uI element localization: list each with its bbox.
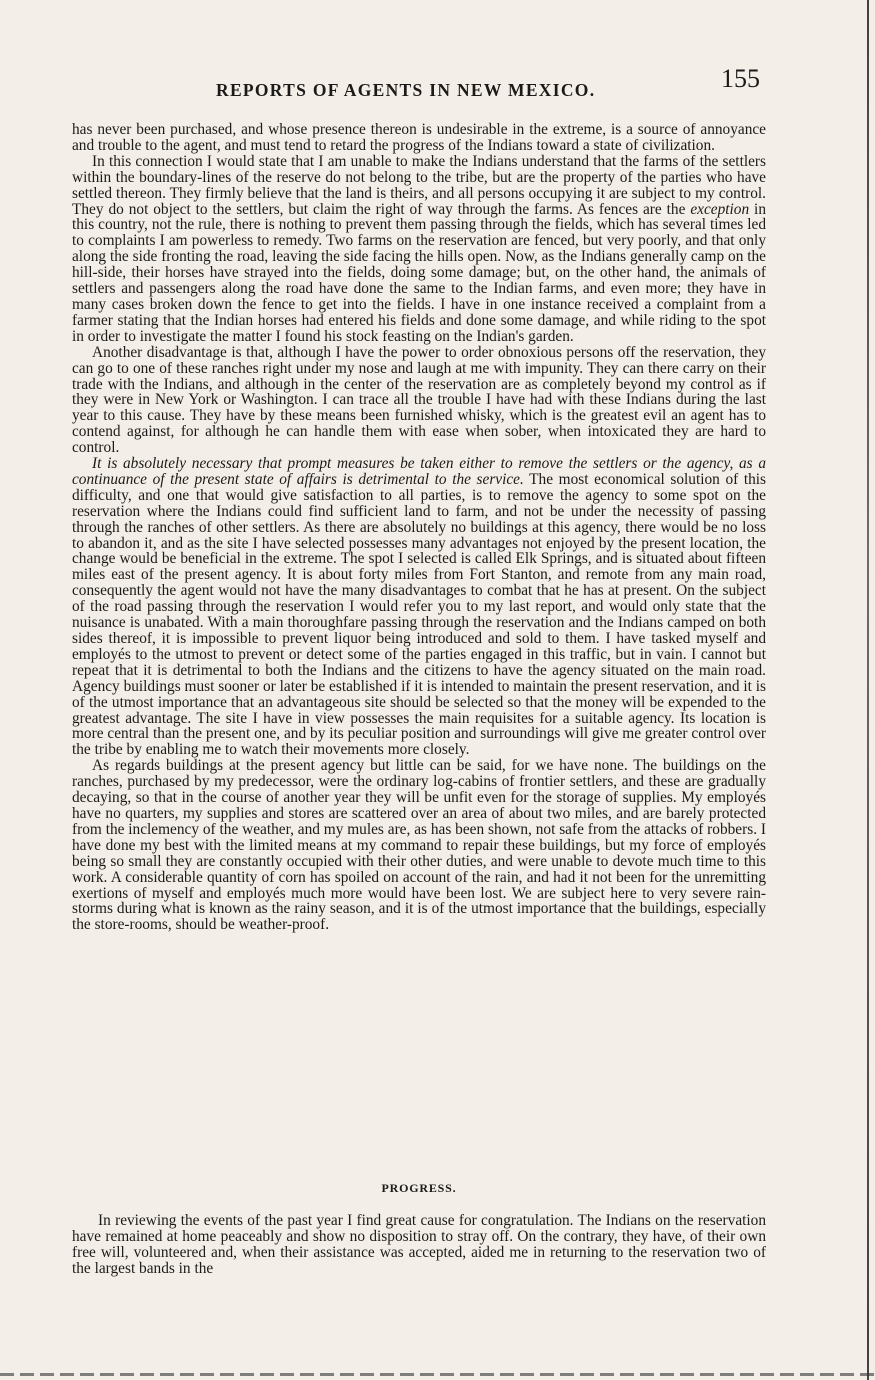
paragraph-prompt-measures [72,456,766,758]
paragraph-text: The most economical solution of this difficulty, and one that would give satisfaction to all parties, is to remove the agency to some spot on the reservation where the Indians could find sufficient land to farm, and not be under the necessity of passing through the ranches of other settlers. As there are absolutely no buildings at this agency, there would be no loss to abandon it, and as the site I have selected possesses many advantages not enjoyed by the present location, the change would be beneficial in the extreme. The spot I selected is called Elk Springs, and is situated about fifteen miles east of the present agency. It is about forty miles from Fort Stanton, and remote from any main road, consequently the agent would not have the many disadvantages to combat that he has at present. On the subject of the road passing through the reservation I would refer you to my last report, and would only state that the nuisance is unabated. With a main thoroughfare passing through the reservation and the Indians camped on both sides thereof, it is impossible to prevent liquor being introduced and sold to them. I have tasked myself and employés to the utmost to prevent or detect some of the parties engaged in this traffic, but in vain. I cannot but repeat that it is detrimental to both the Indians and the citizens to have the agency situated on the main road. Agency buildings must sooner or later be established if it is intended to maintain the present reservation, and it is of the utmost importance that an advantageous site should be selected so that the money will be expended to the greatest advantage. The site I have in view possesses the main requisites for a suitable agency. Its location is more central than the present one, and by its peculiar position and surroundings will give me greater control over the tribe by enabling me to watch their movements more closely. [72,470,766,759]
running-head: REPORTS OF AGENTS IN NEW MEXICO. [216,80,596,100]
paragraph-continuation: has never been purchased, and whose presence thereon is undesirable in the extreme, is a source of annoyance and trouble to the agent, and must tend to retard the progress of the Indians toward a state of civilization. [72,121,766,154]
section-body [72,1213,766,1277]
body-text [72,122,766,933]
page-edge-shadow [867,0,869,1380]
emphasis-text: exception [690,200,750,218]
paragraph-text: in this country, not the rule, there is nothing to prevent them passing through the fields, which has several times led to complaints I am powerless to remedy. Two farms on the reservation are fenced, but very poorly, and that only along the side fronting the road, leaving the side facing the hills open. Now, as the Indians generally camp on the hill-side, their horses have strayed into the fields, doing some damage; but, on the other hand, the animals of settlers and passengers along the road have done the same to the Indian farms, and even more; they have in many cases broken down the fence to get into the fields. I have in one instance received a complaint from a farmer stating that the Indian horses had entered his fields and done some damage, and while riding to the spot in order to investigate the matter I found his stock feasting on the Indian's garden. [72,200,766,345]
paragraph-buildings: As regards buildings at the present agency but little can be said, for we have none. The buildings on the ranches, purchased by my predecessor, were the ordinary log-cabins of frontier settlers, and these are gradually decaying, so that in the course of another year they will be unfit even for the storage of supplies. My employés have no quarters, my supplies and stores are scattered over an area of about two miles, and are barely protected from the inclemency of the weather, and my mules are, as has been shown, not safe from the attacks of robbers. I have done my best with the limited means at my command to repair these buildings, but my force of employés being so small they are constantly occupied with their other duties, and were unable to devote much time to this work. A considerable quantity of corn has spoiled on account of the rain, and had it not been for the unremitting exertions of myself and employés much more would have been lost. We are subject here to very severe rain-storms during what is known as the rainy season, and it is of the utmost importance that the buildings, especially the store-rooms, should be weather-proof. [72,757,766,934]
emphasis-text: It is absolutely necessary that prompt measures be taken either to remove the settlers or the agency, as a continuance of the present state of affairs is detrimental to the service. [72,455,766,488]
paragraph-progress: In reviewing the events of the past year I find great cause for congratulation. The Indians on the reservation have remained at home peaceably and show no disposition to stray off. On the contrary, they have, of their own free will, volunteered and, when their assistance was accepted, aided me in returning to the reservation two of the largest bands in the [72,1212,766,1277]
page-bottom-border [0,1373,875,1376]
paragraph-text: In this connection I would state that I am unable to make the Indians understand that the farms of the settlers within the boundary-lines of the reserve do not belong to the tribe, but are the property of the parties who have settled thereon. They firmly believe that the land is theirs, and all persons occupying it are subject to my control. They do not object to the settlers, but claim the right of way through the farms. As fences are the [72,152,766,218]
page-number: 155 [721,64,760,93]
paragraph-boundary-lines [72,154,766,345]
paragraph-disadvantage: Another disadvantage is that, although I have the power to order obnoxious persons off the reservation, they can go to one of these ranches right under my nose and laugh at me with impunity. They can there carry on their trade with the Indians, and although in the center of the reservation are as completely beyond my control as if they were in New York or Washington. I can trace all the trouble I have had with these Indians during the last year to this cause. They have by these means been furnished whisky, which is the greatest evil an agent has to contend against, for although he can handle them with ease when sober, when intoxicated they are hard to control. [72,343,766,457]
section-heading: PROGRESS. [381,1181,457,1195]
page-header [210,64,770,104]
